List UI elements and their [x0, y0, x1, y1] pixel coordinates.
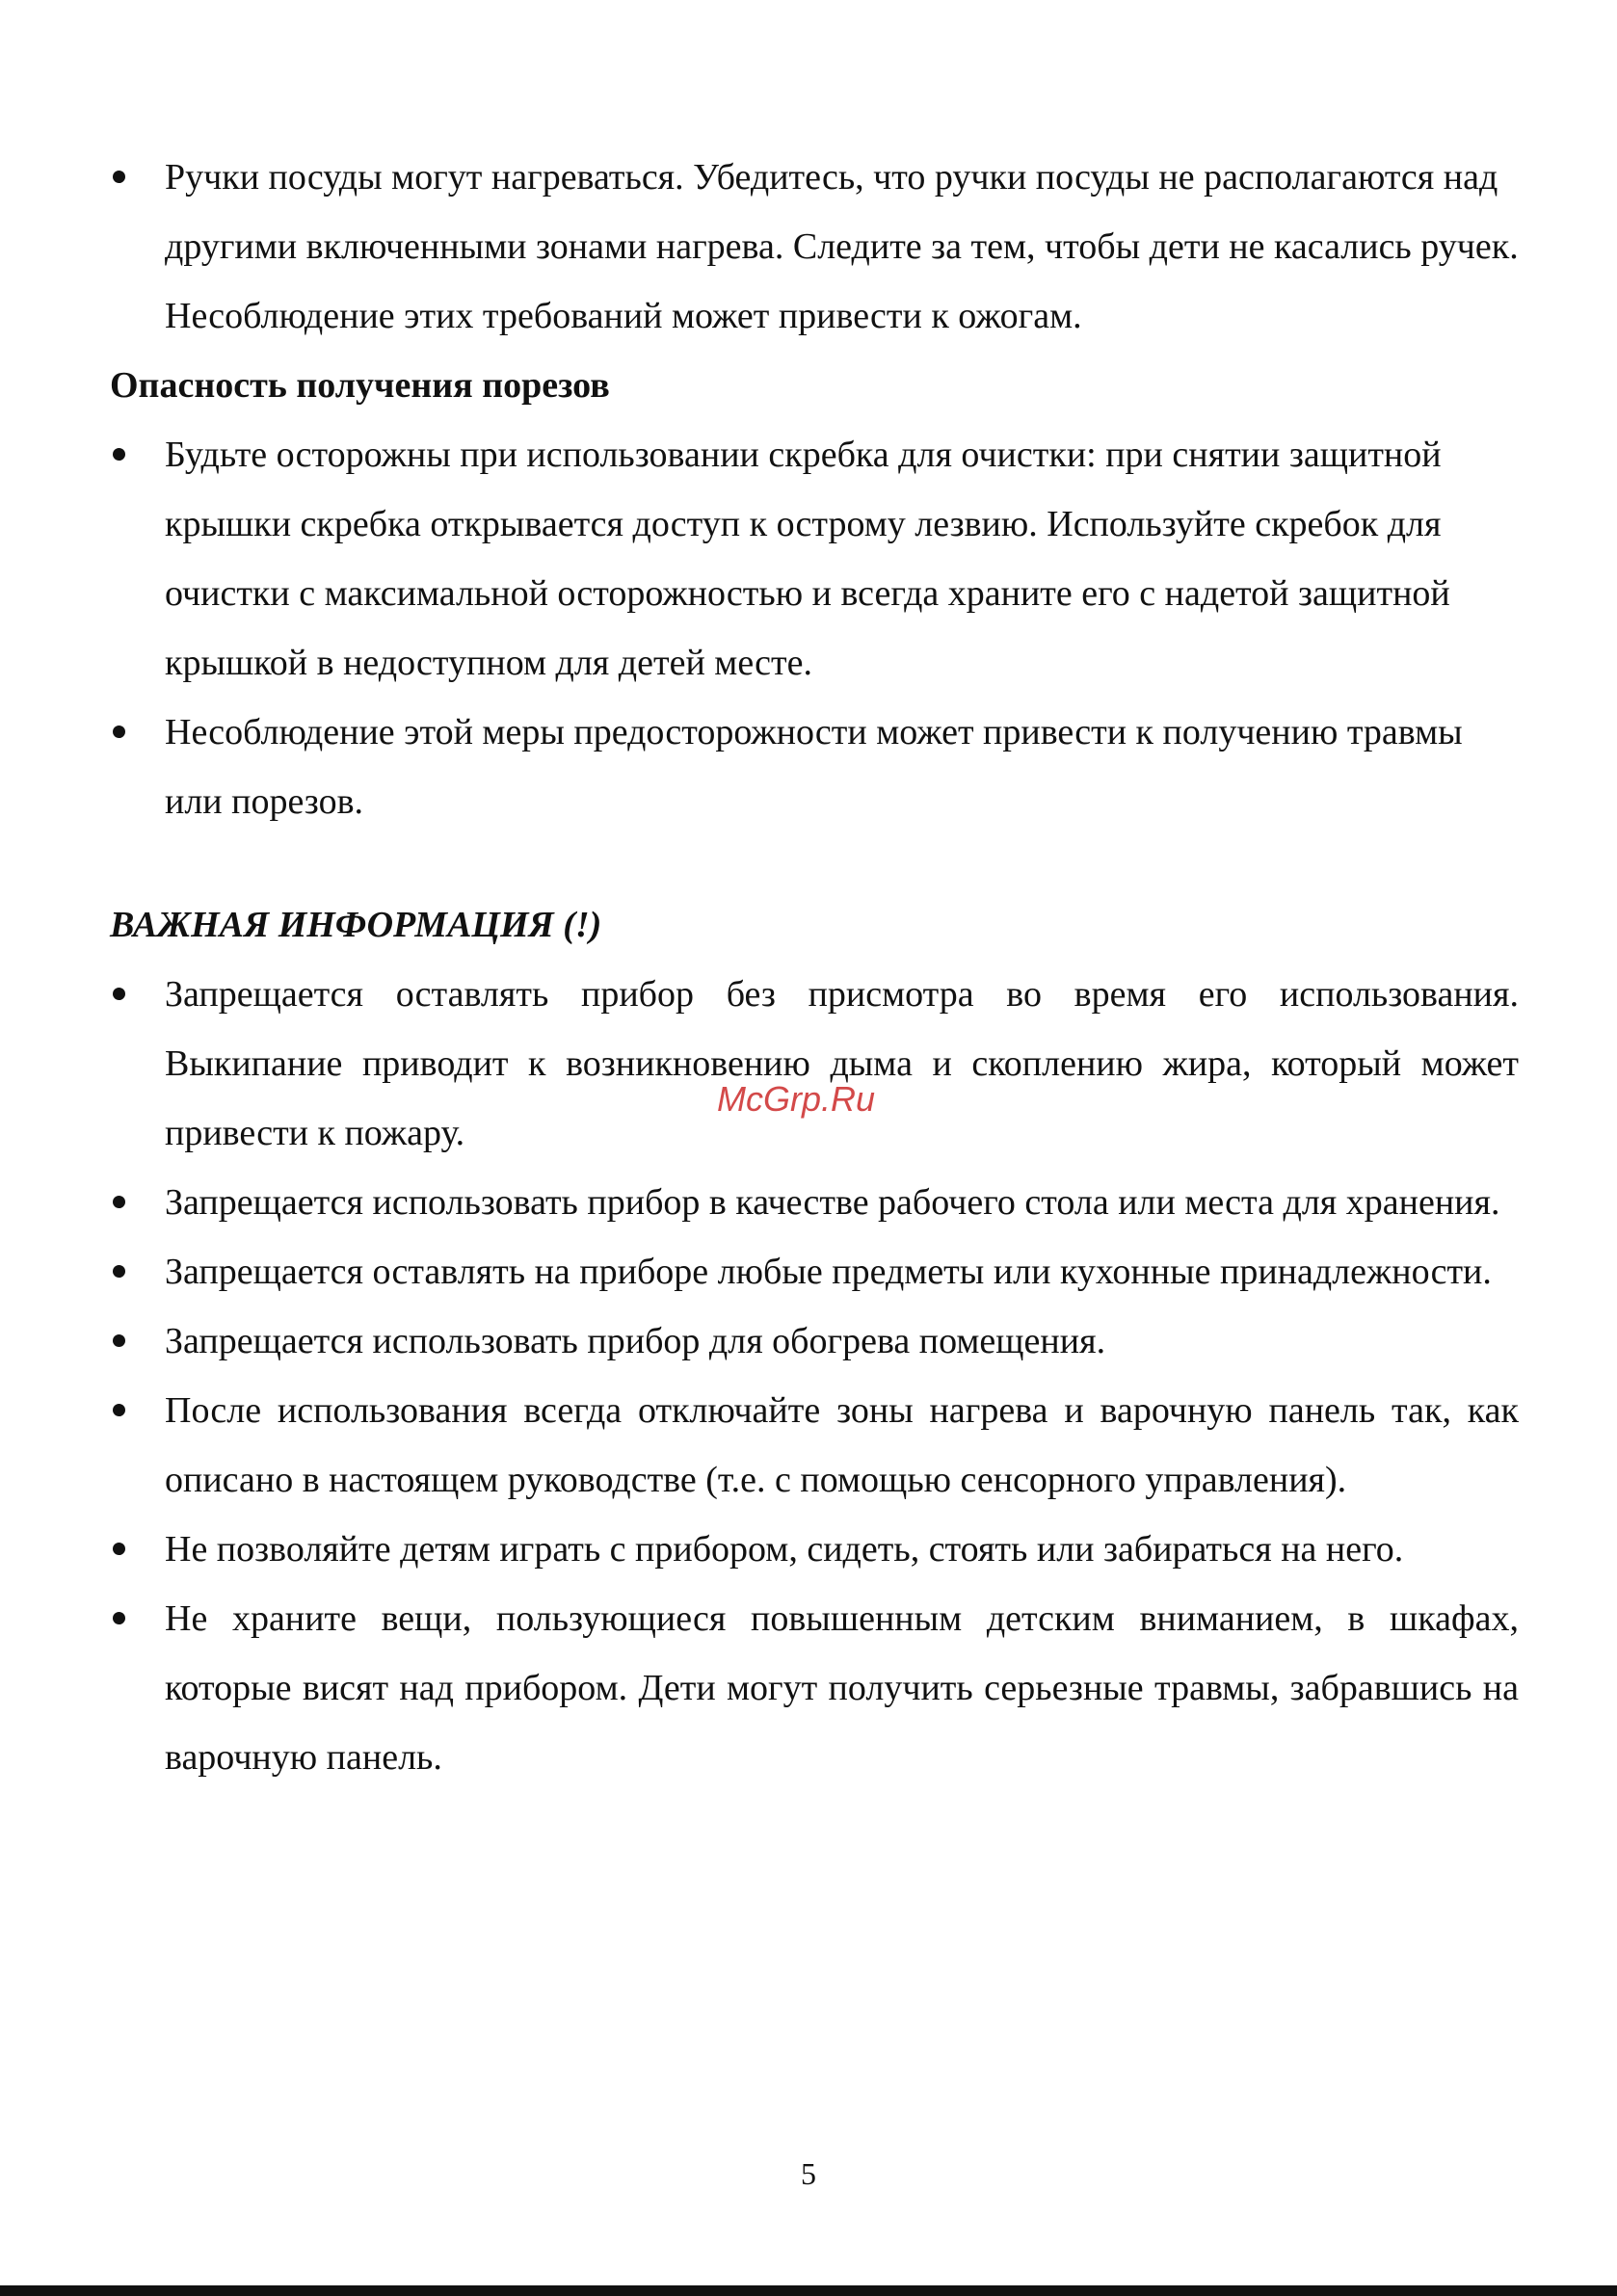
bullet-icon — [113, 171, 125, 183]
list-item-text: Запрещается оставлять на приборе любые предметы или кухонные принадлежности. — [165, 1252, 1492, 1292]
bullet-icon — [113, 1196, 125, 1208]
list-item — [110, 1306, 1519, 1376]
list-item-text: Несоблюдение этой меры предосторожности может привести к получению травмы или порезов. — [165, 712, 1463, 822]
bullet-icon — [113, 726, 125, 738]
cuts-list — [110, 420, 1519, 836]
list-item — [110, 420, 1519, 698]
list-item — [110, 1237, 1519, 1306]
page-content — [110, 143, 1519, 1792]
list-item — [110, 1584, 1519, 1792]
bullet-icon — [113, 1265, 125, 1278]
bullet-icon — [113, 1543, 125, 1555]
section-heading-important: ВАЖНАЯ ИНФОРМАЦИЯ (!) — [110, 905, 602, 945]
list-item-text: Будьте осторожны при использовании скребка для очистки: при снятии защитной крышки скребка открывается доступ к острому лезвию. Используйте скребок для очистки с максимальной осторожностью и всегда храните его с надетой защитной крышкой в недоступном для детей месте. — [165, 435, 1450, 683]
list-item — [110, 698, 1519, 836]
watermark: McGrp.Ru — [717, 1079, 876, 1119]
list-item — [110, 143, 1519, 351]
bottom-edge-bar — [0, 2285, 1617, 2296]
list-item-text: Запрещается использовать прибор в качестве рабочего стола или места для хранения. — [165, 1182, 1500, 1223]
bullet-icon — [113, 1334, 125, 1347]
bullet-icon — [113, 988, 125, 1000]
list-item-text: Запрещается использовать прибор для обогрева помещения. — [165, 1321, 1106, 1361]
bullet-icon — [113, 1612, 125, 1624]
section-heading-cuts: Опасность получения порезов — [110, 365, 610, 406]
bullet-icon — [113, 1404, 125, 1416]
list-item — [110, 960, 1519, 1168]
list-item-text: Не храните вещи, пользующиеся повышенным детским вниманием, в шкафах, которые висят над прибором. Дети могут получить серьезные травмы, забравшись на варочную панель. — [165, 1598, 1519, 1778]
list-item-text: Ручки посуды могут нагреваться. Убедитесь, что ручки посуды не располагаются над другими включенными зонами нагрева. Следите за тем, чтобы дети не касались ручек. Несоблюдение этих требований может привести к ожогам. — [165, 157, 1519, 336]
bullet-icon — [113, 448, 125, 461]
list-item — [110, 1515, 1519, 1584]
list-item — [110, 1168, 1519, 1237]
hot-handles-list — [110, 143, 1519, 351]
list-item-text: После использования всегда отключайте зоны нагрева и варочную панель так, как описано в настоящем руководстве (т.е. с помощью сенсорного управления). — [165, 1390, 1519, 1500]
list-item — [110, 1376, 1519, 1515]
list-item-text: Запрещается оставлять прибор без присмотра во время его использования. Выкипание приводит к возникновению дыма и скоплению жира, который может привести к пожару. — [165, 974, 1519, 1153]
page-number: 5 — [801, 2156, 816, 2191]
list-item-text: Не позволяйте детям играть с прибором, сидеть, стоять или забираться на него. — [165, 1529, 1404, 1570]
